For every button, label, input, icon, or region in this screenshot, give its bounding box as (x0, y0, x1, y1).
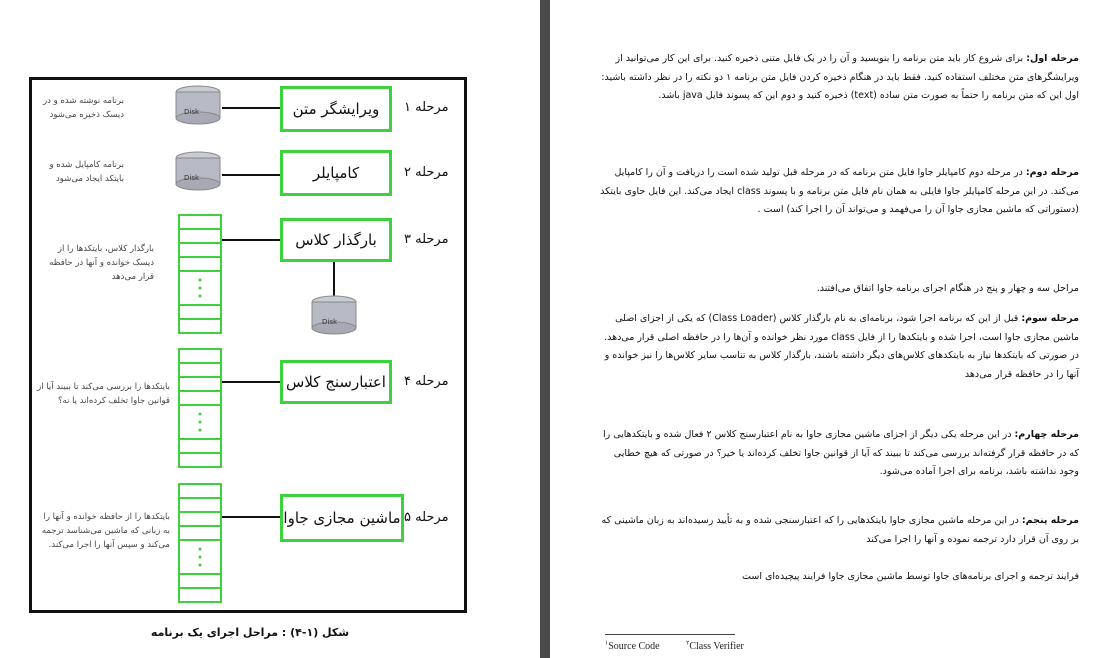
paragraph-stage-4 (599, 426, 1079, 482)
stage-note-5: بایتکدها را از حافظه خوانده و آنها را به زبانی که ماشین می‌شناسد ترجمه می‌کند و سپس آنها را اجرا می‌کند. (41, 512, 170, 550)
stage-3-heading: مرحله سوم: (1021, 313, 1079, 324)
page-gutter (540, 0, 550, 658)
disk-label-3: Disk (322, 318, 338, 326)
memory-stack-4 (179, 349, 221, 467)
disk-icon-2 (176, 152, 220, 190)
intro-3-5-body: مراحل سه و چهار و پنج در هنگام اجرای برنامه جاوا اتفاق می‌افتند. (816, 283, 1079, 294)
stage-label-1: مرحله ۱ (404, 100, 449, 115)
paragraph-stage-1 (599, 50, 1079, 106)
figure-caption: شکل (۱-۴) : مراحل اجرای یک برنامه (150, 626, 350, 639)
footnote-2-number: ۲ (686, 641, 690, 647)
paragraph-stage-2 (599, 164, 1079, 220)
footnote-1 (605, 641, 672, 652)
paragraph-stage-3 (599, 310, 1079, 384)
memory-stack-3 (179, 215, 221, 333)
stage-2-body: در مرحله دوم کامپایلر جاوا فایل متن برنامه که در مرحله قبل تولید شده است را دریافت و آن را کامپایل می‌کند. در این مرحله کامپایلر جاوا فایلی به همان نام فایل متن برنامه و با پسوند class ایجاد می‌کند. این فایل حاوی بایتکد (دستوراتی که ماشین مجازی جاوا آن را می‌فهمد و می‌تواند آن را اجرا کند) است . (600, 167, 1079, 216)
stage-label-3: مرحله ۳ (404, 232, 449, 247)
stage-note-4: بایتکدها را بررسی می‌کند تا ببیند آیا از قوانین جاوا تخلف کرده‌اند یا نه؟ (37, 382, 170, 406)
stage-note-2: برنامه کامپایل شده و بایتکد ایجاد می‌شود (49, 160, 124, 184)
stage-4-heading: مرحله چهارم: (1014, 429, 1079, 440)
figure-frame (29, 77, 467, 613)
memory-stack-5 (179, 484, 221, 602)
stage-2-heading: مرحله دوم: (1025, 167, 1079, 178)
stage-box-2: کامپایلر (280, 150, 392, 196)
footnote-2-text: Class Verifier (689, 641, 744, 653)
footnote-rule (605, 634, 735, 635)
stage-1-body: برای شروع کار باید متن برنامه را بنویسید و آن را در یک فایل متنی ذخیره کنید. برای این کار می‌توانید از ویرایشگرهای متن مختلف استفاده کنید. فقط باید در هنگام ذخیره کردن فایل متن برنامه ۱ دو نکته را در نظر داشته باشید: اول این که متن برنامه را حتماً به صورت متن ساده (text) ذخیره کنید و دوم این که پسوند فایل java باشد. (601, 53, 1079, 102)
stage-label-5: مرحله ۵ (404, 510, 449, 525)
stage-note-1: برنامه نوشته شده و در دیسک ذخیره می‌شود (43, 96, 124, 120)
conclusion-body: فرایند ترجمه و اجرای برنامه‌های جاوا توسط ماشین مجازی جاوا فرایند پیچیده‌ای است (742, 571, 1079, 582)
stage-box-4: اعتبارسنج کلاس (280, 360, 392, 404)
stage-1-heading: مرحله اول: (1026, 53, 1079, 64)
stage-4-body: در این مرحله یکی دیگر از اجزای ماشین مجازی جاوا به نام اعتبارسنج کلاس ۲ فعال شده و بایتکدهایی را که در حافظه قرار گرفته‌اند بررسی می‌کند تا ببیند که آیا از قوانین جاوا تخلف کرده‌اند یا خیر؟ در صورتی که هیچ خطایی وجود نداشته باشد، برنامه برای اجرا آماده می‌شود. (602, 429, 1079, 478)
footnote-1-text: Source Code (608, 641, 660, 653)
disk-label-2: Disk (184, 174, 200, 182)
disk-icon-3 (312, 296, 356, 334)
paragraph-intro-3-5 (599, 280, 1079, 299)
footnote-1-number: ۱ (605, 641, 609, 647)
stage-label-2: مرحله ۲ (404, 165, 449, 180)
stage-note-3: بارگذار کلاس، بایتکدها را از دیسک خوانده و آنها در حافظه قرار می‌دهد (49, 244, 154, 282)
stage-box-1: ویرایشگر متن (280, 86, 392, 132)
footnotes (605, 640, 768, 652)
disk-label-1: Disk (184, 108, 200, 116)
stage-box-5: ماشین مجازی جاوا (280, 494, 404, 542)
paragraph-conclusion (599, 568, 1079, 587)
paragraph-stage-5 (599, 512, 1079, 549)
stage-box-3: بارگذار کلاس (280, 218, 392, 262)
stage-3-body: قبل از این که برنامه اجرا شود، برنامه‌ای به نام بارگذار کلاس (Class Loader) که یکی از اجزای اصلی ماشین مجازی جاوا است، اجرا شده و بایتکدها را از فایل class مورد نظر خوانده و آن‌ها را در حافظه اصلی قرار می‌دهد. در صورتی که بایتکدها نیاز به بایتکدهای کلاس‌های دیگر داشته باشند، بارگذار کلاس به تناسب سایر کلاس‌ها را نیز خوانده و آنها را در حافظه قرار می‌دهد (604, 313, 1079, 380)
stage-5-heading: مرحله پنجم: (1021, 515, 1079, 526)
stage-5-body: در این مرحله ماشین مجازی جاوا بایتکدهایی را که اعتبارسنجی شده و به تأیید رسیده‌اند به زبان ماشینی که بر روی آن قرار دارد ترجمه نموده و آنها را اجرا می‌کند (601, 515, 1079, 545)
stage-label-4: مرحله ۴ (404, 374, 449, 389)
footnote-2 (686, 641, 756, 652)
disk-icon-1 (176, 86, 220, 124)
